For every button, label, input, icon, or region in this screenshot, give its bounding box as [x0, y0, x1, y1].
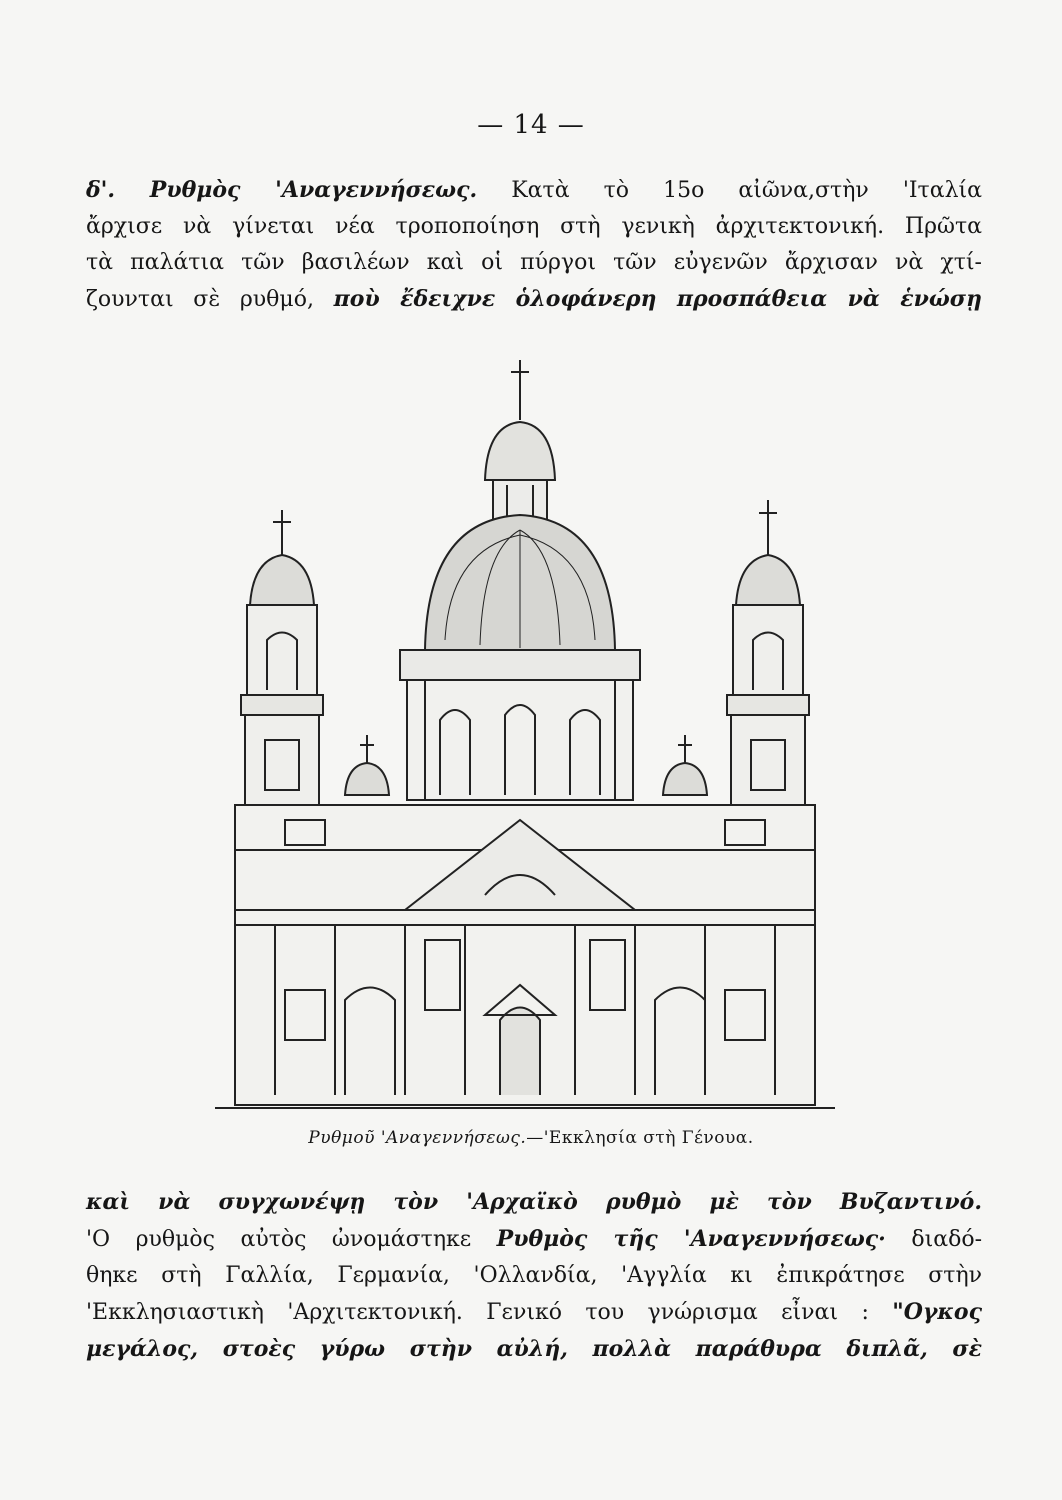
paragraph-line [86, 281, 982, 318]
paragraph-line [86, 1221, 982, 1258]
left-bell-tower [241, 510, 323, 805]
emphasized-text: "Ογκος [892, 1299, 982, 1325]
emphasized-text: καὶ νὰ συγχωνέψῃ τὸν 'Αρχαϊκὸ ρυθμὸ μὲ τὸν Βυζαντινό. [86, 1189, 982, 1215]
figure-caption [0, 1128, 1062, 1148]
paragraph-text: διαδό- [911, 1227, 983, 1252]
dome-lantern [485, 422, 555, 520]
paragraph-text: 'Ο ρυθμὸς αὐτὸς ὠνομάστηκε [86, 1227, 472, 1252]
paragraph-text: ζουνται σὲ ρυθμό, [86, 287, 314, 312]
top-paragraph [86, 172, 982, 318]
bottom-paragraph [86, 1184, 982, 1368]
page-number: — 14 — [477, 110, 585, 140]
paragraph-line: θηκε στὴ Γαλλία, Γερμανία, 'Ολλανδία, 'Αγγλία κι ἐπικράτησε στὴν [86, 1263, 982, 1288]
paragraph-line: τὰ παλάτια τῶν βασιλέων καὶ οἱ πύργοι τῶν εὐγενῶν ἄρχισαν νὰ χτί- [86, 250, 982, 275]
central-cross [511, 360, 529, 420]
caption-text: —'Εκκλησία στὴ Γένουα. [526, 1128, 754, 1148]
paragraph-line [86, 172, 982, 209]
paragraph-text: 'Εκκλησιαστικὴ 'Αρχιτεκτονική. Γενικό του γνώρισμα εἶναι : [86, 1300, 869, 1325]
emphasized-text: Ρυθμὸς τῆς 'Αναγεννήσεως· [496, 1226, 886, 1252]
emphasized-text: μεγάλος, στοὲς γύρω στὴν αὐλή, πολλὰ παράθυρα διπλᾶ, σὲ [86, 1336, 982, 1362]
paragraph-line [86, 1184, 982, 1221]
church-illustration [215, 350, 835, 1120]
paragraph-line [86, 1331, 982, 1368]
paragraph-text: Κατὰ τὸ 15ο αἰῶνα,στὴν 'Ιταλία [511, 178, 983, 203]
caption-italic: Ρυθμοῦ 'Αναγεννήσεως. [308, 1128, 527, 1148]
paragraph-line: ἄρχισε νὰ γίνεται νέα τροποποίηση στὴ γενικὴ ἀρχιτεκτονική. Πρῶτα [86, 214, 982, 239]
main-facade [235, 805, 815, 1105]
right-bell-tower [727, 500, 809, 805]
dome-drum [400, 650, 640, 800]
section-heading: δ'. Ρυθμὸς 'Αναγεννήσεως. [86, 177, 478, 203]
emphasized-text: ποὺ ἔδειχνε ὁλοφάνερη προσπάθεια νὰ ἑνώσῃ [333, 286, 982, 312]
main-dome [425, 515, 615, 650]
paragraph-line [86, 1294, 982, 1331]
